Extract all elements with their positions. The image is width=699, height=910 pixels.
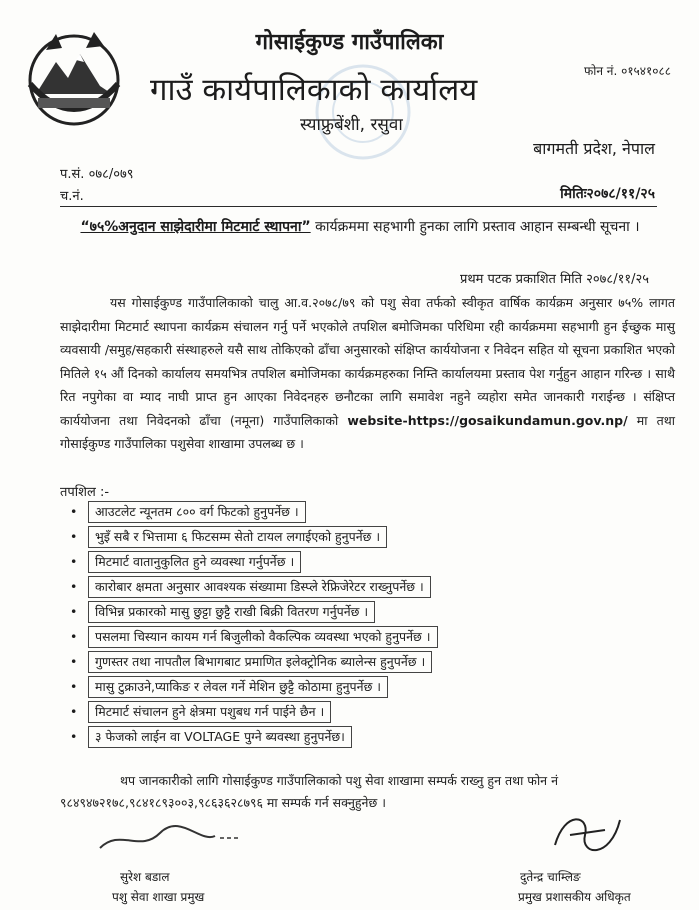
province-label: बागमती प्रदेश, नेपाल	[533, 139, 655, 158]
bullet-icon: •	[70, 579, 78, 594]
contact-footer: थप जानकारीको लागि गोसाईकुण्ड गाउँपालिकाको पशु सेवा शाखामा सम्पर्क राख्नु हुन तथा फोन नं ९८४९४७२१७८,९८४१८९३००३,९८६३६२८७९६ मा सम्पर्क गर्न सक्नुहुनेछ ।	[60, 773, 559, 810]
website-link[interactable]: website-https://gosaikundamun.gov.np/	[347, 412, 628, 428]
list-item	[70, 575, 431, 599]
right-signatory-title: प्रमुख प्रशासकीय अधिकृत	[518, 890, 631, 904]
list-item	[70, 550, 301, 574]
reference-number: प.सं. ०७८/०७९	[60, 167, 134, 182]
list-item-text: विभिन्न प्रकारको मासु छुट्टा छुट्टै राखी बिक्री वितरण गर्नुपर्नेछ ।	[88, 601, 375, 623]
list-item-text: मिटमार्ट वातानुकुलित हुने व्यवस्था गर्नुपर्नेछ ।	[88, 551, 301, 573]
list-item-text: ३ फेजको लाईन वा VOLTAGE पुग्ने ब्यवस्था हुनुपर्नेछ।	[88, 726, 352, 748]
bullet-icon: •	[70, 554, 78, 569]
notice-subject	[60, 214, 660, 241]
municipality-name: गोसाईकुण्ड गाउँपालिका	[255, 30, 444, 55]
body-text-end: मा तथा गोसाईकुण्ड गाउँपालिका पशुसेवा शाखामा उपलब्ध छ ।	[60, 412, 675, 451]
list-item	[70, 500, 306, 524]
bullet-icon: •	[70, 704, 78, 719]
right-signature	[545, 805, 635, 865]
letter-date: मितिः२०७८/११/२५	[560, 186, 655, 202]
subject-rest: कार्यक्रममा सहभागी हुनका लागि प्रस्ताव आहान सम्बन्धी सूचना ।	[310, 219, 640, 235]
list-item-text: भुइँ सबै र भित्तामा ६ फिटसम्म सेतो टायल लगाईएको हुनुपर्नेछ ।	[88, 526, 387, 548]
notice-body	[60, 291, 675, 456]
bullet-icon: •	[70, 629, 78, 644]
list-item-text: आउटलेट न्यूनतम ८०० वर्ग फिटको हुनुपर्नेछ ।	[88, 501, 306, 523]
subject-title: “७५%अनुदान साझेदारीमा मिटमार्ट स्थापना”	[80, 219, 311, 235]
published-date: प्रथम पटक प्रकाशित मिति २०७८/११/२५	[459, 272, 649, 287]
dispatch-number: च.नं.	[60, 189, 84, 204]
list-item	[70, 725, 352, 749]
list-item-text: कारोबार क्षमता अनुसार आवश्यक संख्यामा डिस्प्ले रेफ्रिजेरेटर राख्नुपर्नेछ ।	[88, 576, 431, 598]
bullet-icon: •	[70, 654, 78, 669]
bullet-icon: •	[70, 729, 78, 744]
list-item	[70, 600, 375, 624]
office-location: स्याफ्रुबेंशी, रसुवा	[300, 115, 403, 135]
list-item	[70, 700, 331, 724]
bullet-icon: •	[70, 529, 78, 544]
header-divider	[60, 206, 657, 207]
phone-number: फोन नं. ०१५४१०८८	[583, 64, 671, 78]
left-signature	[90, 818, 250, 858]
list-item	[70, 675, 388, 699]
list-item-text: मिटमार्ट संचालन हुने क्षेत्रमा पशुबध गर्न पाईने छैन ।	[88, 701, 331, 723]
list-item	[70, 650, 432, 674]
right-signatory-name: दुतेन्द्र चाम्लिङ	[520, 870, 581, 884]
list-item-text: पसलमा चिस्यान कायम गर्न बिजुलीको वैकल्पिक व्यवस्था भएको हुनुपर्नेछ ।	[88, 626, 438, 648]
list-item-text: मासु टुक्राउने,प्याकिङ र लेवल गर्ने मेशिन छुट्टै कोठामा हुनुपर्नेछ ।	[88, 676, 388, 698]
list-item	[70, 525, 387, 549]
list-item-text: गुणस्तर तथा नापतौल बिभागबाट प्रमाणित इलेक्ट्रोनिक ब्यालेन्स हुनुपर्नेछ ।	[88, 651, 432, 673]
left-signatory-name: सुरेश बडाल	[120, 870, 170, 884]
list-item	[70, 625, 438, 649]
bullet-icon: •	[70, 604, 78, 619]
left-signatory-title: पशु सेवा शाखा प्रमुख	[112, 890, 205, 904]
bullet-icon: •	[70, 504, 78, 519]
bullet-icon: •	[70, 679, 78, 694]
body-text-start: यस गोसाईकुण्ड गाउँपालिकाको चालु आ.व.२०७८/७९ को पशु सेवा तर्फको स्वीकृत वार्षिक कार्यक्रम अनुसार ७५% लागत साझेदारीमा मिटमार्ट स्थापना कार्यक्रम संचालन गर्नु पर्ने भएकोले तपशिल बमोजिमका परिधिमा रही कार्यक्रममा सहभागी हुन ईच्छुक मासु व्यवसायी /समुह/सहकारी संस्थाहरुले यसै साथ तोकिएको ढाँचा अनुसारको संक्षिप्त कार्ययोजना र निवेदन सहित यो सूचना प्रकाशित भएको मितिले १५ औं दिनको कार्यालय समयभित्र तपशिल बमोजिमका कार्यक्रमहरुका निम्ति कार्यालयमा प्रस्ताव पेश गर्नुहुन आहान गरिन्छ । साथै रित नपुगेका वा म्याद नाघी प्राप्त हुन आएका निवेदनहरु छनौटका लागि समावेश नहुने व्यहोरा समेत जानकारी गराईन्छ । संक्षिप्त कार्ययोजना तथा निवेदनको ढाँचा (नमूना) गाउँपालिकाको	[60, 295, 675, 428]
details-heading: तपशिल :-	[60, 485, 110, 500]
office-title: गाउँ कार्यपालिकाको कार्यालय	[150, 72, 478, 108]
